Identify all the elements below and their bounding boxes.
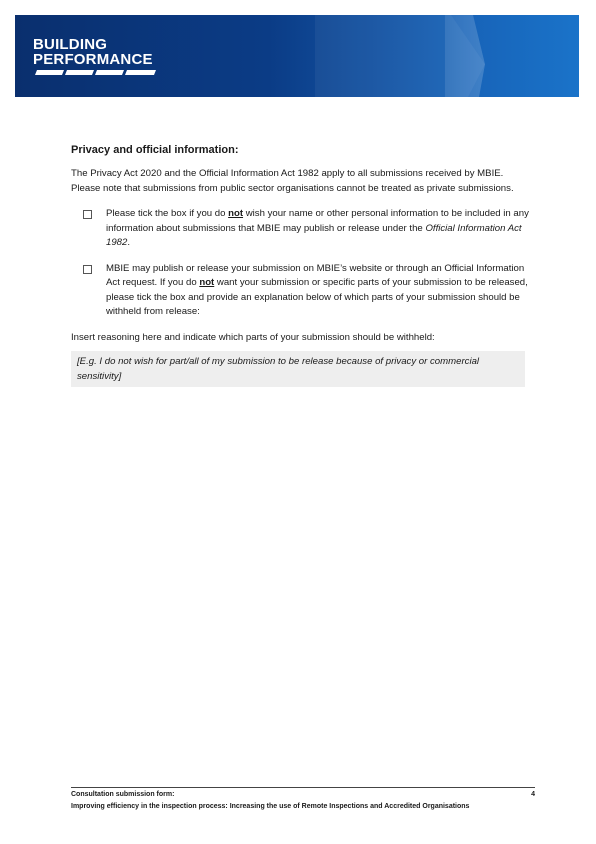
checkbox-emphasis: not xyxy=(199,277,215,288)
logo-line-1: BUILDING xyxy=(33,36,108,53)
privacy-intro-text: The Privacy Act 2020 and the Official Information Act 1982 apply to all submissions received by MBIE. Please note that submissions from public sector organisations cannot be treated as private submissions. xyxy=(71,168,514,194)
banner-arrow-decoration xyxy=(445,15,485,97)
checkbox-text-part: want your submission or specific parts of your submission to be released, please tick the box and provide an explanation below of which parts of your submission should be withheld from release: xyxy=(106,277,528,317)
building-performance-logo xyxy=(33,37,153,67)
personal-info-checkbox[interactable] xyxy=(83,210,92,219)
checkbox-emphasis: not xyxy=(228,208,244,219)
checkbox-label xyxy=(106,262,529,320)
logo-line-2: PERFORMANCE xyxy=(33,51,153,68)
checkbox-row-personal-info xyxy=(71,207,529,251)
checkbox-label xyxy=(106,207,529,251)
checkbox-text-part: Please tick the box if you do xyxy=(106,208,229,219)
checkbox-text-part: wish your name or other personal information to be included in any information about submissions that MBIE may publish or release under the xyxy=(106,208,529,234)
checkbox-text-part: . xyxy=(127,237,131,248)
footer-form-label: Consultation submission form: xyxy=(71,791,175,798)
section-heading: Privacy and official information: xyxy=(71,144,239,156)
act-name: Official Information Act 1982 xyxy=(106,222,522,248)
checkbox-text-part: MBIE may publish or release your submission on MBIE’s website or through an Official Information Act request. If you do xyxy=(106,262,525,288)
page-number: 4 xyxy=(531,791,535,798)
page-footer xyxy=(71,787,535,814)
footer-document-title: Improving efficiency in the inspection process: Increasing the use of Remote Inspections and Accredited Organisations xyxy=(71,803,470,810)
logo-stripes-icon xyxy=(35,70,156,75)
checkbox-row-withhold-submission xyxy=(71,262,529,320)
reasoning-label: Insert reasoning here and indicate which parts of your submission should be withheld: xyxy=(71,331,435,343)
reasoning-input[interactable]: [E.g. I do not wish for part/all of my submission to be release because of privacy or commercial sensitivity] xyxy=(71,351,525,387)
header-banner xyxy=(15,15,579,97)
withhold-submission-checkbox[interactable] xyxy=(83,265,92,274)
privacy-section xyxy=(71,140,529,387)
footer-top-line xyxy=(71,789,535,800)
